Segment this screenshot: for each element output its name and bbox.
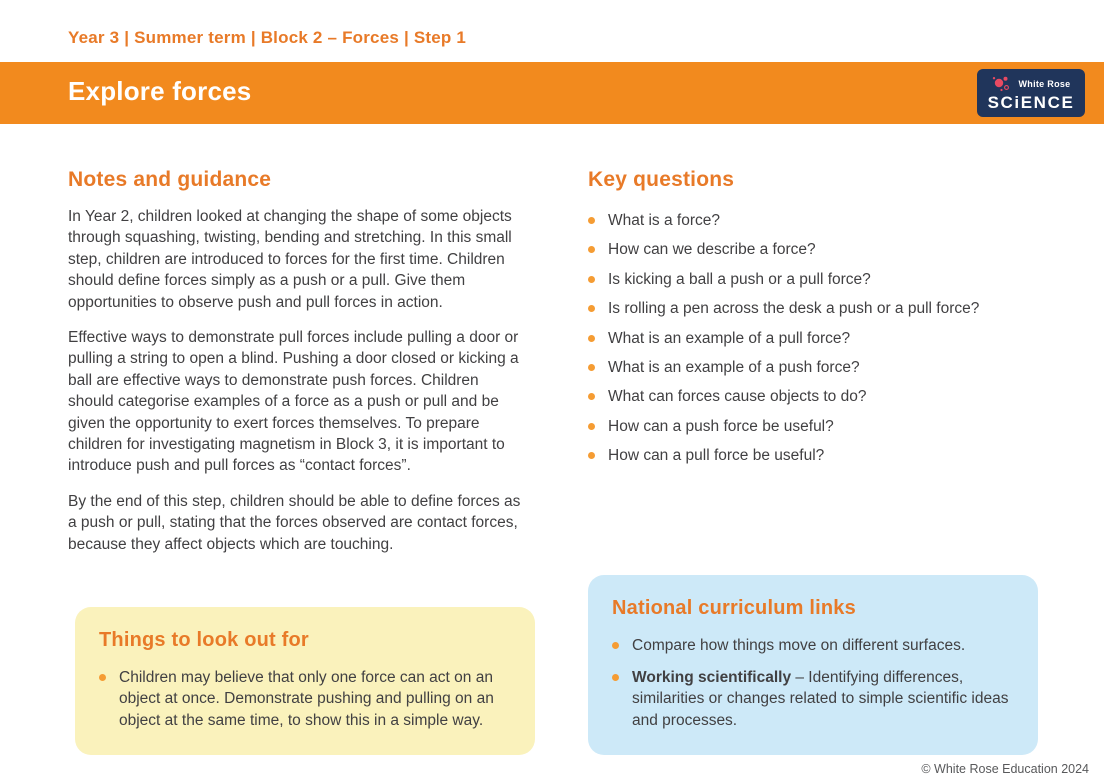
curriculum-links-heading: National curriculum links <box>612 597 856 620</box>
key-questions-section <box>588 168 1043 475</box>
bullet-item <box>612 667 1012 731</box>
bullet-icon <box>588 364 595 371</box>
key-questions-list <box>588 210 1043 467</box>
bullet-item <box>99 667 509 731</box>
header-banner <box>0 62 1104 124</box>
bullet-text: What is an example of a push force? <box>608 359 860 377</box>
logo-top-row <box>991 76 1070 92</box>
bullet-text: Is kicking a ball a push or a pull force? <box>608 270 871 288</box>
notes-paragraphs <box>68 206 525 555</box>
bullet-text: What can forces cause objects to do? <box>608 388 867 406</box>
logo-product-text: SCiENCE <box>987 92 1075 112</box>
molecule-icon <box>991 76 1013 92</box>
logo-brand-text: White Rose <box>1018 78 1071 89</box>
things-to-look-out-for-box <box>75 607 535 755</box>
bullet-text: How can we describe a force? <box>608 241 816 259</box>
bullet-text: How can a push force be useful? <box>608 417 834 435</box>
things-list <box>99 667 509 731</box>
bullet-icon <box>612 674 619 681</box>
bullet-text: How can a pull force be useful? <box>608 447 825 465</box>
notes-paragraph: By the end of this step, children should be able to define forces as a push or pull, stating that the forces observed are contact forces, because they affect objects which are touching. <box>68 492 521 553</box>
bullet-text: Compare how things move on different surfaces. <box>632 637 966 655</box>
white-rose-science-logo <box>977 69 1085 117</box>
bullet-icon <box>588 423 595 430</box>
bullet-text: Children may believe that only one force can act on an object at once. Demonstrate pushing and pulling on an object at the same time, to show this in a simple way. <box>119 668 494 729</box>
bullet-icon <box>99 674 106 681</box>
copyright-text: © White Rose Education 2024 <box>921 762 1089 776</box>
bullet-item <box>612 635 1012 656</box>
notes-paragraph: In Year 2, children looked at changing the shape of some objects through squashing, twisting, bending and stretching. In this small step, children are introduced to forces for the first time. Children should define forces simply as a push or a pull. Give them opportunities to observe push and pull forces in action. <box>68 208 512 311</box>
bullet-item <box>588 239 1043 260</box>
page-title: Explore forces <box>68 76 252 106</box>
things-heading: Things to look out for <box>99 628 309 651</box>
bullet-text: Is rolling a pen across the desk a push or a pull force? <box>608 300 980 318</box>
bullet-item <box>588 357 1043 378</box>
bullet-item <box>588 445 1043 466</box>
bullet-icon <box>588 217 595 224</box>
bullet-icon <box>588 393 595 400</box>
bullet-icon <box>588 335 595 342</box>
key-questions-heading: Key questions <box>588 168 735 191</box>
bullet-item <box>588 328 1043 349</box>
bullet-text: What is a force? <box>608 212 720 229</box>
bullet-item <box>588 210 1043 231</box>
bullet-icon <box>588 452 595 459</box>
bullet-text: What is an example of a pull force? <box>608 329 851 347</box>
bullet-item <box>588 298 1043 319</box>
breadcrumb: Year 3 | Summer term | Block 2 – Forces | Step 1 <box>68 28 467 47</box>
national-curriculum-links-box <box>588 575 1038 755</box>
bullet-icon <box>588 246 595 253</box>
bullet-item <box>588 416 1043 437</box>
bullet-icon <box>612 642 619 649</box>
bullet-text: Working scientifically – Identifying differences, similarities or changes related to simple scientific ideas and processes. <box>632 668 1009 729</box>
notes-paragraph: Effective ways to demonstrate pull forces include pulling a door or pulling a string to open a blind. Pushing a door closed or kicking a ball are effective ways to demonstrate push forces. Children should categorise examples of a force as a push or pull and be given the opportunity to exert forces themselves. To prepare children for investigating magnetism in Block 3, it is important to introduce push and pull forces as “contact forces”. <box>68 329 519 475</box>
bullet-icon <box>588 305 595 312</box>
curriculum-links-list <box>612 635 1012 731</box>
notes-heading: Notes and guidance <box>68 168 272 191</box>
bullet-item <box>588 269 1043 290</box>
bullet-icon <box>588 276 595 283</box>
notes-and-guidance-section <box>68 168 525 555</box>
bullet-item <box>588 386 1043 407</box>
